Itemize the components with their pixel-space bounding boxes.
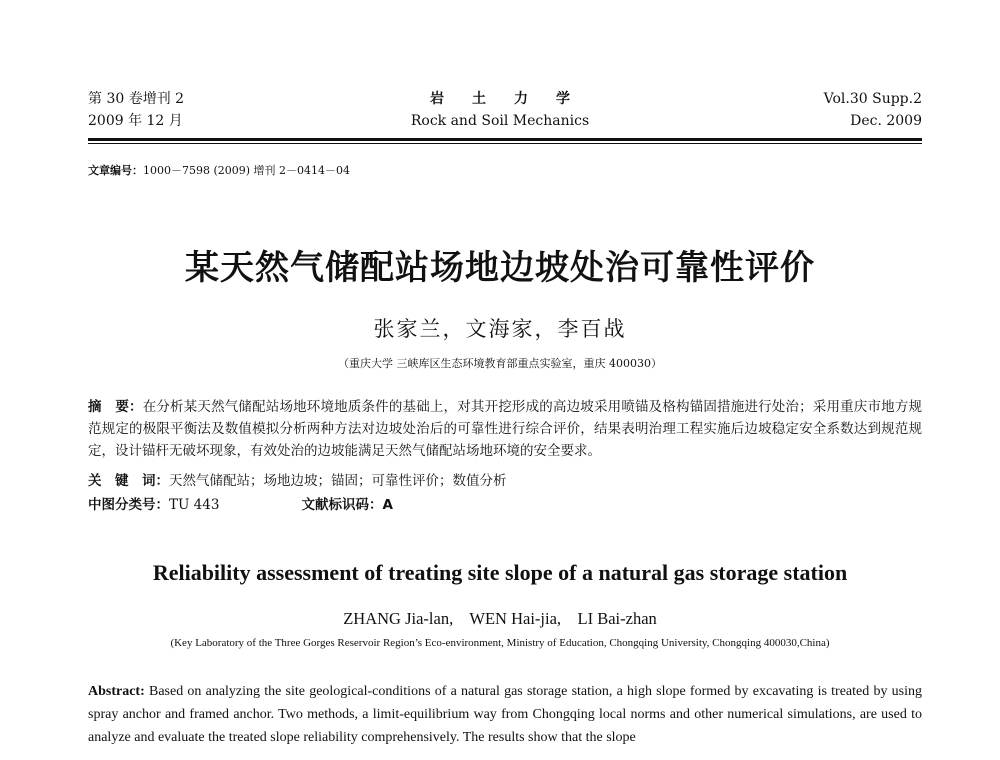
article-number-value: 1000－7598 (2009) 增刊 2－0414－04: [143, 164, 351, 177]
doc-code-value: A: [382, 497, 393, 513]
volume-issue: 第 30 卷增刊 2: [88, 91, 185, 107]
abstract-cn-text: 在分析某天然气储配站场地环境地质条件的基础上，对其开挖形成的高边坡采用喷锚及格构锚固措施进行处治；采用重庆市地方规范规定的极限平衡法及数值模拟分析两种方法对边坡处治后的可靠性进行综合评价，结果表明治理工程实施后边坡稳定安全系数达到规范规定，设计锚杆无破坏现象，有效处治的边坡能满足天然气储配站场地环境的安全要求。: [88, 399, 923, 459]
keywords-cn: [88, 470, 922, 492]
abstract-en-text: Based on analyzing the site geological-conditions of a natural gas storage station, a high slope formed by excavating is treated by using spray anchor and framed anchor. Two methods, a limit-equilibrium way from Chongqing local norms and other numerical simulations, are used to analyze and evaluate the treated slope reliability comprehensively. The results show that the slope: [88, 684, 922, 745]
abstract-en-label: Abstract:: [88, 684, 145, 699]
volume-issue-en: Vol.30 Supp.2: [823, 91, 922, 107]
affiliation-en: (Key Laboratory of the Three Gorges Reservoir Region’s Eco-environment, Ministry of Education, Chongqing University, Chongqing 400030,China): [170, 637, 830, 649]
journal-volume-info-en: [824, 88, 922, 132]
abstract-en: [88, 680, 922, 749]
authors-cn: 张家兰，文海家，李百战: [373, 317, 627, 341]
journal-name-en: Rock and Soil Mechanics: [410, 113, 590, 129]
authors-en: ZHANG Jia-lan, WEN Hai-jia, LI Bai-zhan: [343, 609, 657, 628]
keywords-cn-label: 关 键 词：: [88, 473, 169, 489]
abstract-cn: [88, 396, 922, 462]
affiliation-cn: （重庆大学 三峡库区生态环境教育部重点实验室，重庆 400030）: [338, 357, 662, 370]
abstract-cn-label: 摘 要：: [88, 399, 143, 415]
journal-name-cn: 岩土力学: [430, 91, 598, 107]
paper-title-cn: 某天然气储配站场地边坡处治可靠性评价: [185, 248, 815, 288]
classification-line: [88, 494, 922, 516]
paper-title-en: Reliability assessment of treating site slope of a natural gas storage station: [152, 560, 848, 585]
article-number: [88, 162, 350, 178]
clc-value: TU 443: [169, 497, 220, 513]
keywords-cn-text: 天然气储配站；场地边坡；锚固；可靠性评价；数值分析: [169, 473, 507, 489]
article-number-label: 文章编号：: [88, 164, 143, 177]
header-rule-thin: [88, 143, 922, 144]
issue-date-en: Dec. 2009: [850, 113, 922, 129]
issue-date: 2009 年 12 月: [88, 113, 183, 129]
clc-label: 中图分类号：: [88, 497, 169, 513]
header-rule-thick: [88, 138, 922, 141]
doc-code-label: 文献标识码：: [301, 497, 383, 513]
